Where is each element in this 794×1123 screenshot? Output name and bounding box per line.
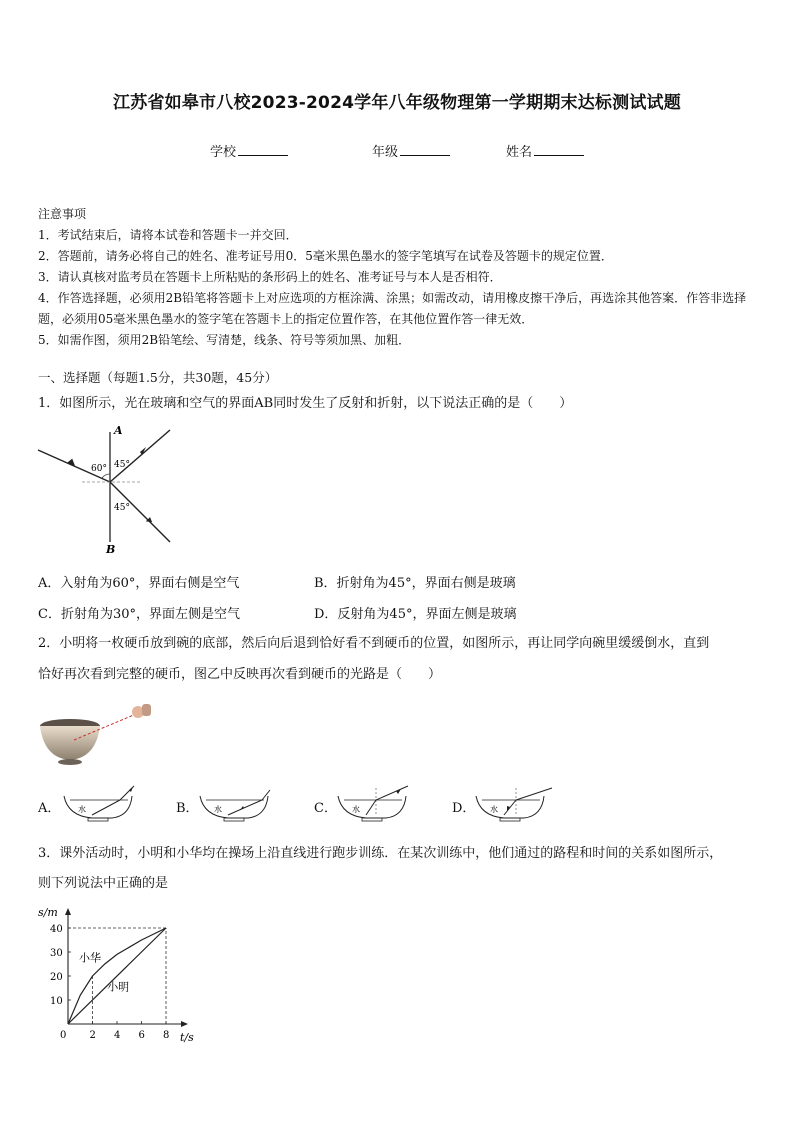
reflected-ray <box>110 430 170 482</box>
light-ray <box>366 800 376 815</box>
label-b: B <box>106 543 116 555</box>
note-item: 5．如需作图，须用2B铅笔绘、写清楚，线条、符号等须加黑、加粗． <box>38 333 411 347</box>
q2-stem-line1: 2．小明将一枚硬币放到碗的底部，然后向后退到恰好看不到硬币的位置，如图所示，再让同学向碗里缓缓倒水，直到 <box>38 636 710 651</box>
light-ray <box>92 800 120 815</box>
notes-section <box>38 204 758 351</box>
light-ray <box>262 790 270 800</box>
grade-field[interactable] <box>372 141 450 160</box>
q1-option-d[interactable]: D．反射角为45°，界面左侧是玻璃 <box>314 607 517 622</box>
water-label: 水 <box>78 805 86 814</box>
q2-diagram-b[interactable] <box>198 782 278 828</box>
q2-option-a[interactable]: A． <box>38 801 61 816</box>
q2-option-c[interactable]: C． <box>314 801 337 816</box>
school-field[interactable] <box>210 141 288 160</box>
q2-option-d[interactable]: D． <box>452 801 476 816</box>
bowl-body <box>40 726 100 760</box>
arrow-icon <box>67 457 78 466</box>
bowl-base <box>58 759 82 765</box>
bowl-outline <box>64 796 132 818</box>
bowl-outline <box>338 796 406 818</box>
light-ray <box>516 788 552 800</box>
q1-option-b[interactable]: B．折射角为45°，界面右侧是玻璃 <box>314 576 516 591</box>
y-axis-label: s/m <box>38 906 58 919</box>
arrow-icon <box>129 787 133 792</box>
x-tick-label: 4 <box>114 1030 121 1041</box>
grade-blank[interactable] <box>400 143 450 156</box>
series-label: 小明 <box>107 980 130 994</box>
y-tick-label: 20 <box>50 972 63 983</box>
q2-diagram-c[interactable] <box>336 782 416 828</box>
school-label: 学校 <box>210 145 237 160</box>
y-tick-label: 30 <box>50 948 63 959</box>
section-heading: 一、选择题（每题1.5分，共30题，45分） <box>38 370 278 385</box>
arrow-icon <box>240 806 244 810</box>
series-line-xiaoming <box>68 928 166 1024</box>
bowl-photo <box>38 700 158 770</box>
q2-diagram-a[interactable] <box>62 782 142 828</box>
grade-label: 年级 <box>372 145 399 160</box>
y-tick-label: 40 <box>50 924 63 935</box>
angle-label: 45° <box>114 460 130 470</box>
note-item: 3．请认真核对监考员在答题卡上所粘贴的条形码上的姓名、准考证号与本人是否相符． <box>38 270 502 284</box>
q1-figure <box>36 420 186 555</box>
label-a: A <box>114 424 123 437</box>
q3-stem-line2: 则下列说法中正确的是 <box>38 876 169 891</box>
series-label: 小华 <box>79 951 102 965</box>
q1-option-a[interactable]: A．入射角为60°，界面右侧是空气 <box>38 576 240 591</box>
x-axis-label: t/s <box>180 1031 194 1044</box>
q2-stem-line2: 恰好再次看到完整的硬币，图乙中反映再次看到硬币的光路是（ ） <box>38 667 442 682</box>
note-item: 1．考试结束后，请将本试卷和答题卡一并交回． <box>38 228 298 242</box>
notes-heading: 注意事项 <box>38 207 87 221</box>
water-label: 水 <box>352 805 360 814</box>
x-tick-label: 2 <box>89 1030 96 1041</box>
q2-option-b[interactable]: B． <box>176 801 199 816</box>
bowl-outline <box>200 796 268 818</box>
name-blank[interactable] <box>534 143 584 156</box>
y-axis-arrow-icon <box>65 908 71 915</box>
q3-chart <box>30 900 210 1050</box>
water-label: 水 <box>214 805 222 814</box>
note-item: 4．作答选择题，必须用2B铅笔将答题卡上对应选项的方框涂满、涂黑；如需改动，请用橡皮擦干净后，再选涂其他答案．作答非选择题，必须用05毫米黑色墨水的签字笔在答题卡上的指定位置作答，在其他位置作答一律无效． <box>38 291 747 326</box>
name-label: 姓名 <box>506 145 533 160</box>
light-ray <box>504 800 516 815</box>
light-ray <box>376 786 408 800</box>
y-tick-label: 10 <box>50 996 63 1007</box>
water-label: 水 <box>490 805 498 814</box>
q1-option-c[interactable]: C．折射角为30°，界面左侧是空气 <box>38 607 240 622</box>
school-blank[interactable] <box>238 143 288 156</box>
angle-arc <box>102 474 110 478</box>
q1-stem: 1．如图所示，光在玻璃和空气的界面AB同时发生了反射和折射，以下说法正确的是（ ） <box>38 396 573 411</box>
name-field[interactable] <box>506 141 584 160</box>
page-title: 江苏省如皋市八校2023-2024学年八年级物理第一学期期末达标测试试题 <box>113 93 681 113</box>
light-ray <box>228 800 262 815</box>
x-axis-arrow-icon <box>181 1021 188 1027</box>
x-tick-label: 6 <box>138 1030 145 1041</box>
q3-stem-line1: 3．课外活动时，小明和小华均在操场上沿直线进行跑步训练．在某次训练中，他们通过的路程和时间的关系如图所示， <box>38 846 723 861</box>
x-tick-label: 0 <box>60 1030 67 1041</box>
q2-diagram-d[interactable] <box>474 782 558 828</box>
angle-label: 45° <box>114 503 130 513</box>
angle-label: 60° <box>91 464 107 474</box>
note-item: 2．答题前，请务必将自己的姓名、准考证号用0．5毫米黑色墨水的签字笔填写在试卷及答题卡的规定位置． <box>38 249 613 263</box>
x-tick-label: 8 <box>163 1030 170 1041</box>
head-icon <box>142 704 151 716</box>
